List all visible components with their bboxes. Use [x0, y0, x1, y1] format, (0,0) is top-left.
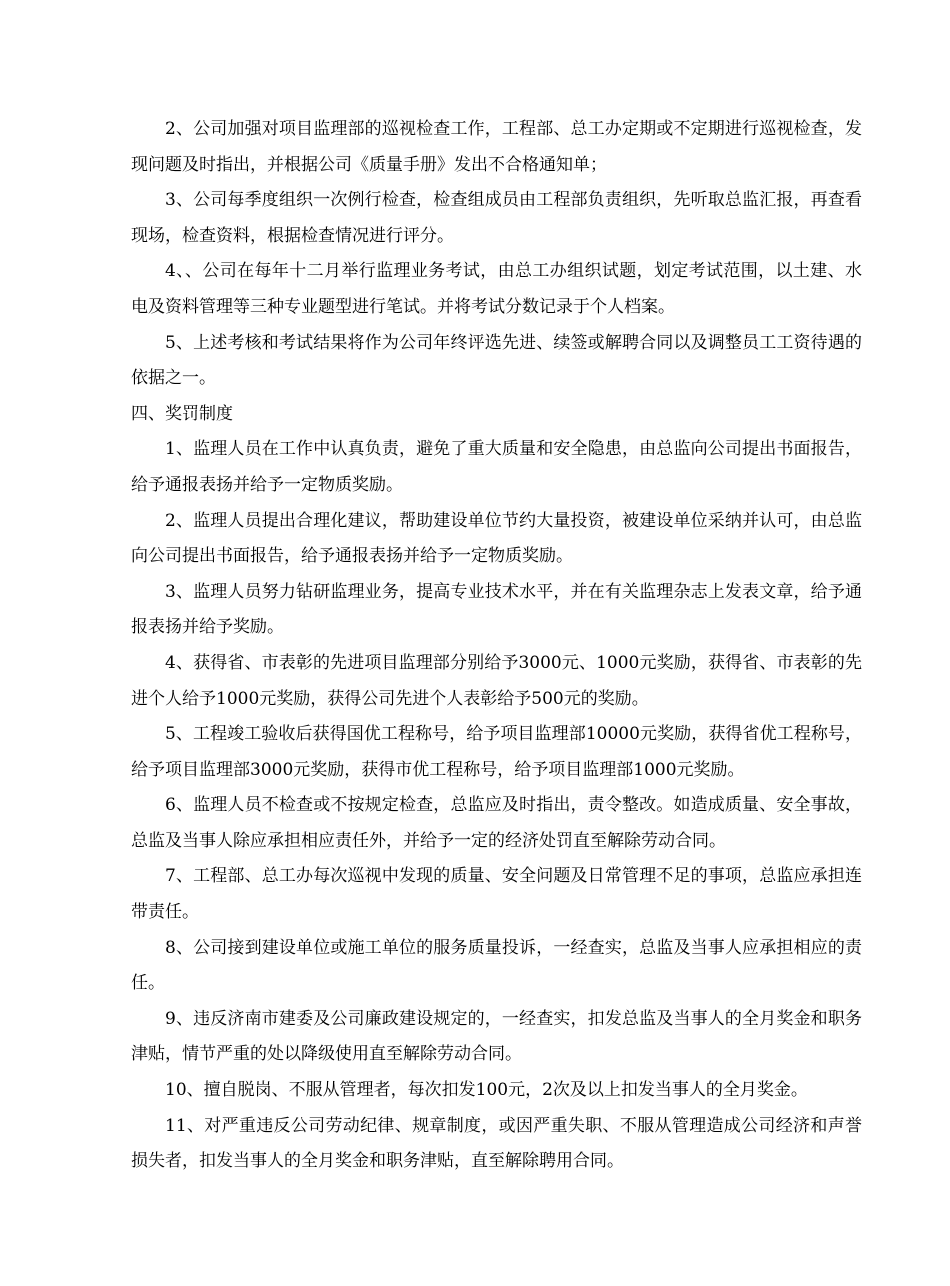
paragraph-reward-2: 2、监理人员提出合理化建议，帮助建设单位节约大量投资，被建设单位采纳并认可，由总监向公司提出书面报告，给予通报表扬并给予一定物质奖励。 — [131, 510, 862, 567]
paragraph-reward-1: 1、监理人员在工作中认真负责，避免了重大质量和安全隐患，由总监向公司提出书面报告，给予通报表扬并给予一定物质奖励。 — [131, 439, 862, 495]
paragraph-inspection-patrol: 2、公司加强对项目监理部的巡视检查工作，工程部、总工办定期或不定期进行巡视检查，发现问题及时指出，并根据公司《质量手册》发出不合格通知单； — [131, 119, 862, 175]
paragraph-quarterly-check: 3、公司每季度组织一次例行检查，检查组成员由工程部负责组织，先听取总监汇报，再查看现场，检查资料，根据检查情况进行评分。 — [131, 190, 862, 246]
paragraph-reward-5: 5、工程竣工验收后获得国优工程称号，给予项目监理部10000元奖励，获得省优工程称号，给予项目监理部3000元奖励，获得市优工程称号，给予项目监理部1000元奖励。 — [131, 724, 862, 780]
paragraph-penalty-10: 10、擅自脱岗、不服从管理者，每次扣发100元，2次及以上扣发当事人的全月奖金。 — [165, 1080, 808, 1101]
document-body — [131, 112, 862, 1180]
paragraph-reward-4: 4、获得省、市表彰的先进项目监理部分别给予3000元、1000元奖励，获得省、市表彰的先进个人给予1000元奖励，获得公司先进个人表彰给予500元的奖励。 — [131, 652, 862, 709]
paragraph-evaluation-basis: 5、上述考核和考试结果将作为公司年终评选先进、续签或解聘合同以及调整员工工资待遇的依据之一。 — [131, 332, 862, 389]
paragraph-penalty-11: 11、对严重违反公司劳动纪律、规章制度，或因严重失职、不服从管理造成公司经济和声誉损失者，扣发当事人的全月奖金和职务津贴，直至解除聘用合同。 — [131, 1115, 862, 1172]
paragraph-penalty-8: 8、公司接到建设单位或施工单位的服务质量投诉，一经查实，总监及当事人应承担相应的责任。 — [131, 937, 862, 994]
paragraph-reward-3: 3、监理人员努力钻研监理业务，提高专业技术水平，并在有关监理杂志上发表文章，给予通报表扬并给予奖励。 — [131, 581, 862, 638]
paragraph-penalty-7: 7、工程部、总工办每次巡视中发现的质量、安全问题及日常管理不足的事项，总监应承担连带责任。 — [131, 866, 862, 923]
section-heading-rewards-penalties: 四、奖罚制度 — [131, 403, 233, 424]
paragraph-penalty-9: 9、违反济南市建委及公司廉政建设规定的，一经查实，扣发总监及当事人的全月奖金和职务津贴，情节严重的处以降级使用直至解除劳动合同。 — [131, 1008, 862, 1065]
paragraph-penalty-6: 6、监理人员不检查或不按规定检查，总监应及时指出，责令整改。如造成质量、安全事故，总监及当事人除应承担相应责任外，并给予一定的经济处罚直至解除劳动合同。 — [131, 795, 862, 851]
paragraph-annual-exam: 4、、公司在每年十二月举行监理业务考试，由总工办组织试题，划定考试范围，以土建、水电及资料管理等三种专业题型进行笔试。并将考试分数记录于个人档案。 — [131, 261, 862, 317]
